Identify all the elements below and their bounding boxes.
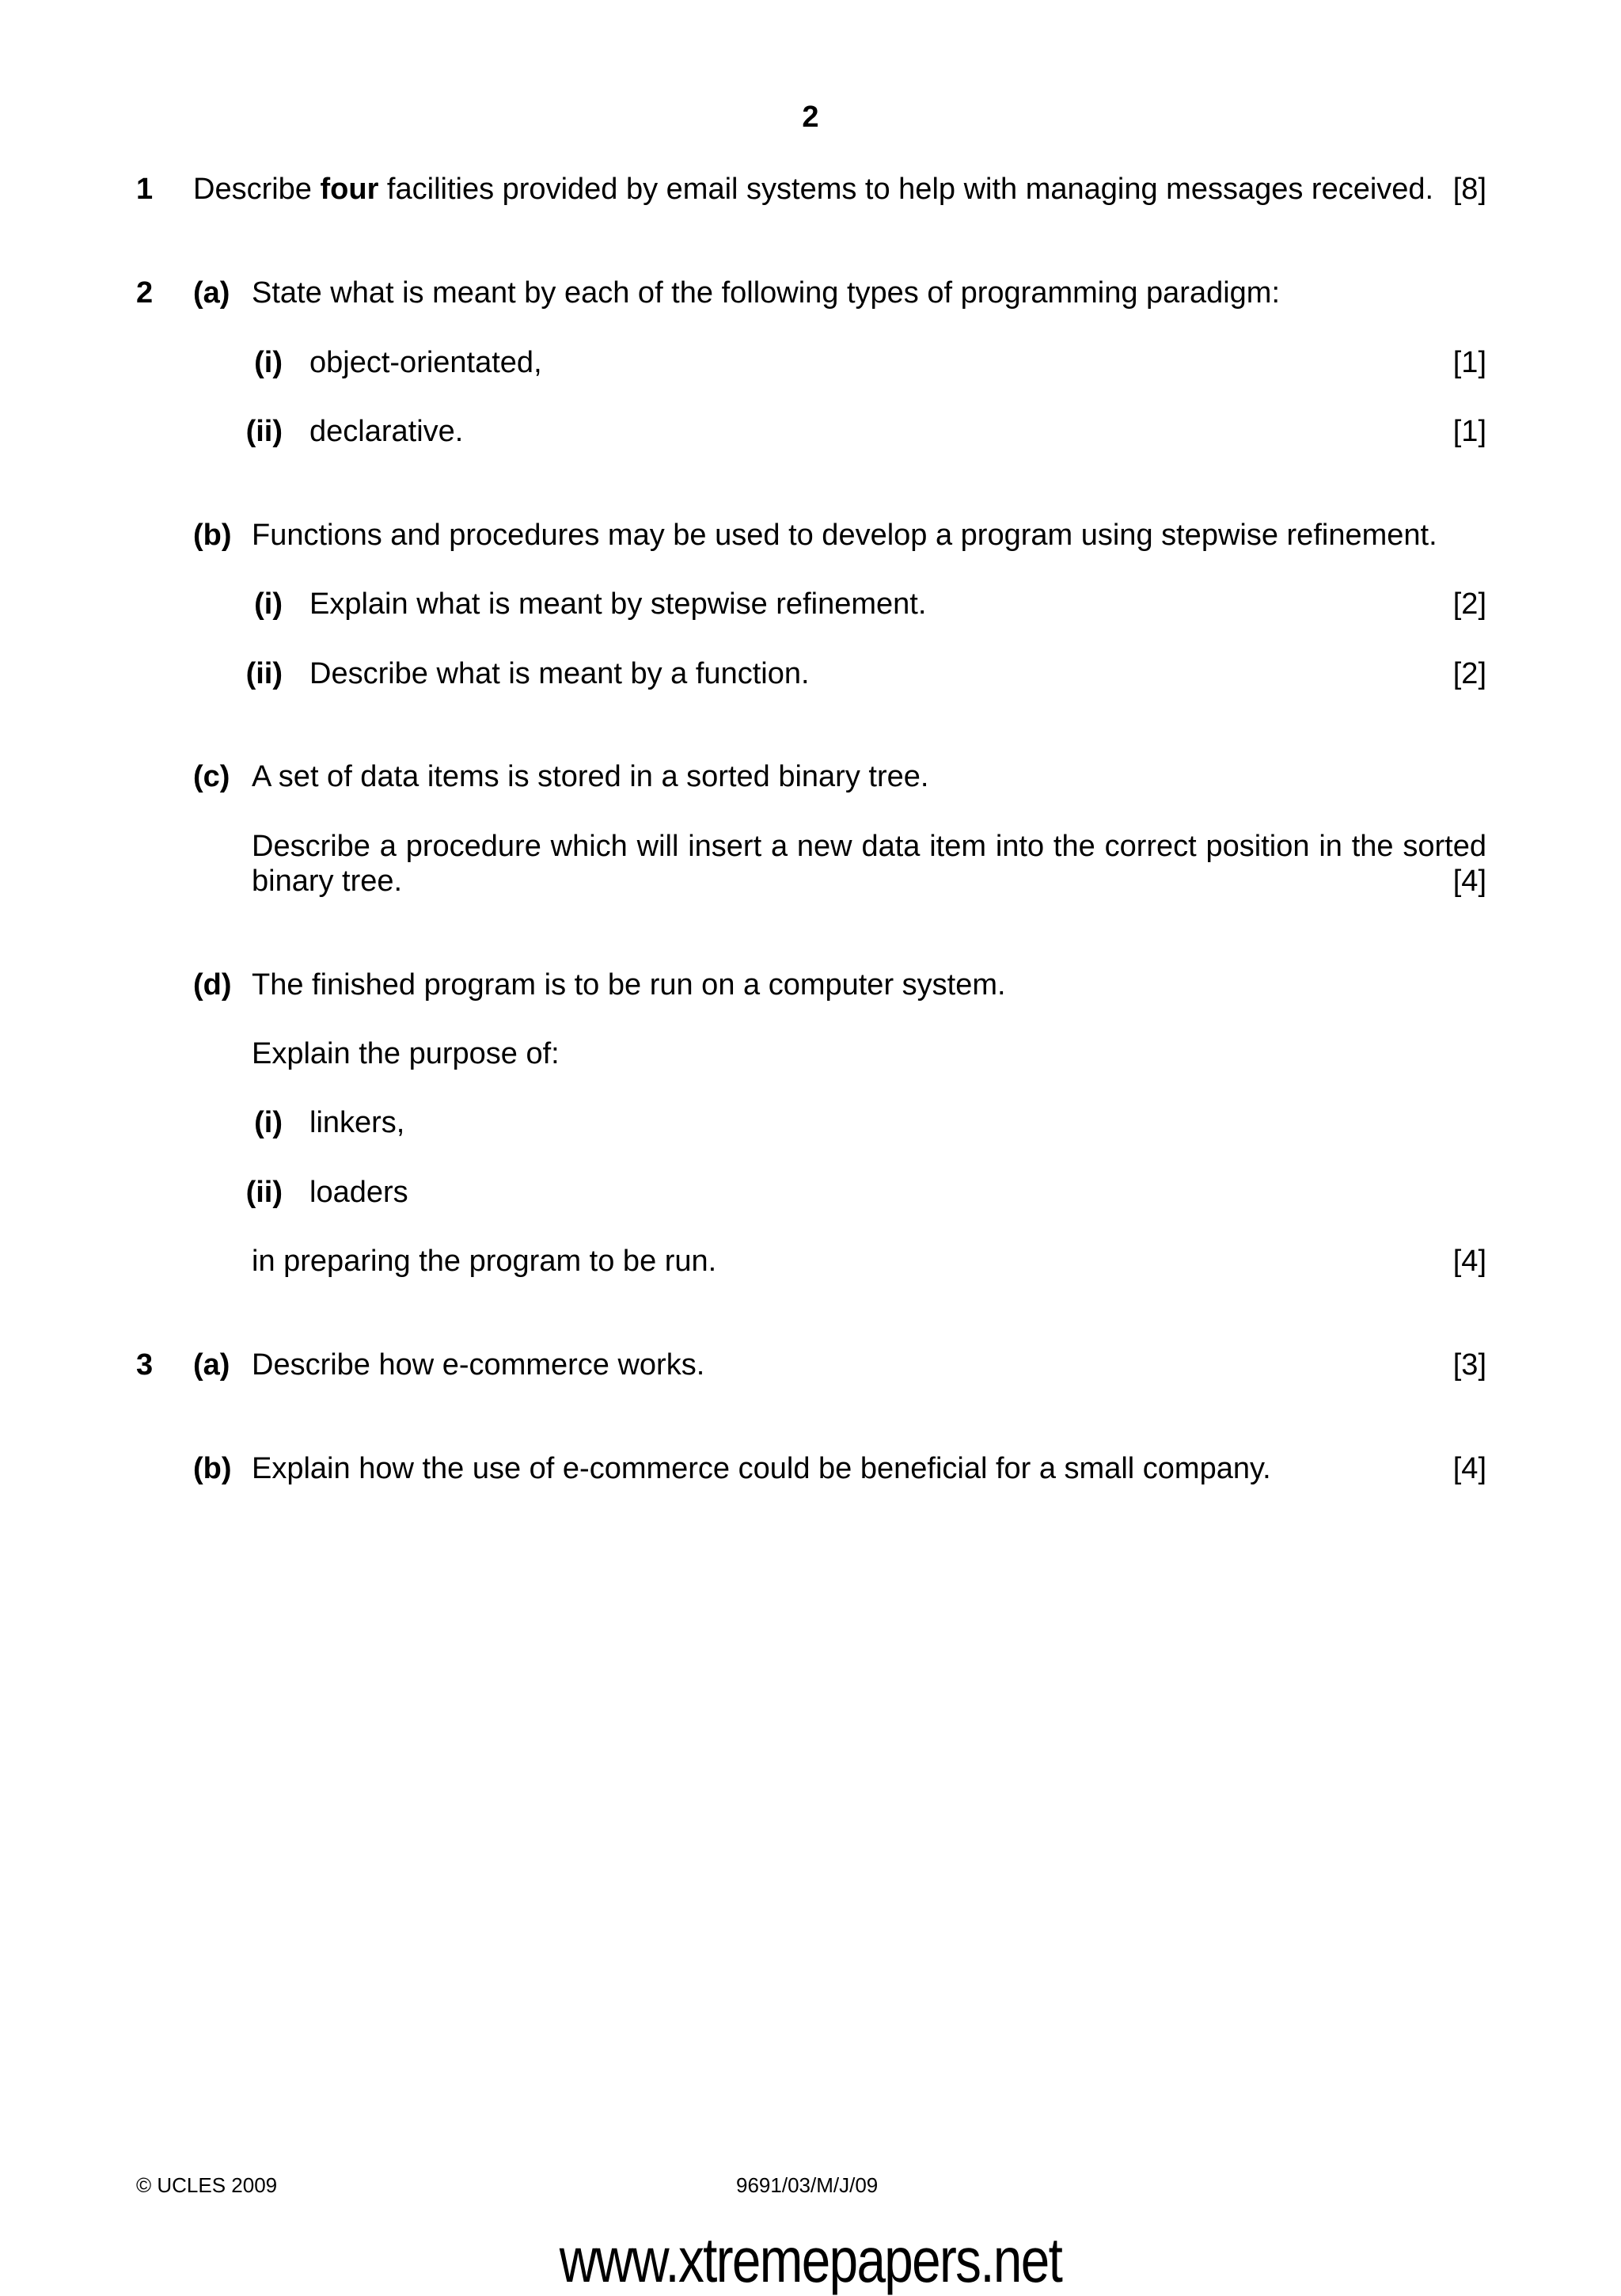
- question-text: in preparing the program to be run.: [252, 1245, 717, 1278]
- question-text: linkers,: [309, 1106, 405, 1139]
- footer-paper-code: 9691/03/M/J/09: [736, 2173, 879, 2197]
- question-number: 3: [136, 1348, 154, 1382]
- page-number: 2: [802, 101, 819, 134]
- mark: [2]: [1452, 657, 1486, 690]
- question-text: State what is meant by each of the following types of programming paradigm:: [252, 276, 1281, 310]
- part-label: (d): [193, 968, 232, 1002]
- subpart-label: (ii): [245, 415, 283, 448]
- question-text: Explain how the use of e-commerce could be beneficial for a small company.: [252, 1452, 1271, 1485]
- question-text: Explain the purpose of:: [252, 1037, 560, 1070]
- question-text: binary tree.: [252, 865, 403, 898]
- mark: [8]: [1452, 173, 1486, 206]
- question-text: The finished program is to be run on a computer system.: [252, 968, 1006, 1002]
- question-text: A set of data items is stored in a sorted binary tree.: [252, 760, 929, 793]
- subpart-label: (i): [254, 346, 283, 379]
- watermark-url: www.xtremepapers.net: [559, 2225, 1062, 2295]
- mark: [2]: [1452, 587, 1486, 621]
- question-text: object-orientated,: [309, 346, 542, 379]
- mark: [1]: [1452, 415, 1486, 448]
- part-label: (b): [193, 1452, 232, 1485]
- subpart-label: (ii): [245, 1176, 283, 1209]
- mark: [1]: [1452, 346, 1486, 379]
- subpart-label: (i): [254, 587, 283, 621]
- mark: [4]: [1452, 865, 1486, 898]
- question-text: Describe what is meant by a function.: [309, 657, 810, 690]
- part-label: (b): [193, 519, 232, 552]
- part-label: (a): [193, 1348, 230, 1382]
- question-text: Explain what is meant by stepwise refinement.: [309, 587, 927, 621]
- mark: [4]: [1452, 1245, 1486, 1278]
- footer-copyright: © UCLES 2009: [136, 2173, 278, 2197]
- subpart-label: (ii): [245, 657, 283, 690]
- question-text: Describe a procedure which will insert a new data item into the correct position in the sorted: [252, 830, 1486, 863]
- subpart-label: (i): [254, 1106, 283, 1139]
- question-number: 1: [136, 173, 154, 206]
- mark: [4]: [1452, 1452, 1486, 1485]
- question-number: 2: [136, 276, 154, 310]
- part-label: (c): [193, 760, 230, 793]
- question-text: declarative.: [309, 415, 464, 448]
- question-text: loaders: [309, 1176, 408, 1209]
- question-text: Describe how e-commerce works.: [252, 1348, 705, 1382]
- part-label: (a): [193, 276, 230, 310]
- mark: [3]: [1452, 1348, 1486, 1382]
- question-text: Describe four facilities provided by email systems to help with managing messages received.: [193, 173, 1434, 206]
- question-text: Functions and procedures may be used to develop a program using stepwise refinement.: [252, 519, 1437, 552]
